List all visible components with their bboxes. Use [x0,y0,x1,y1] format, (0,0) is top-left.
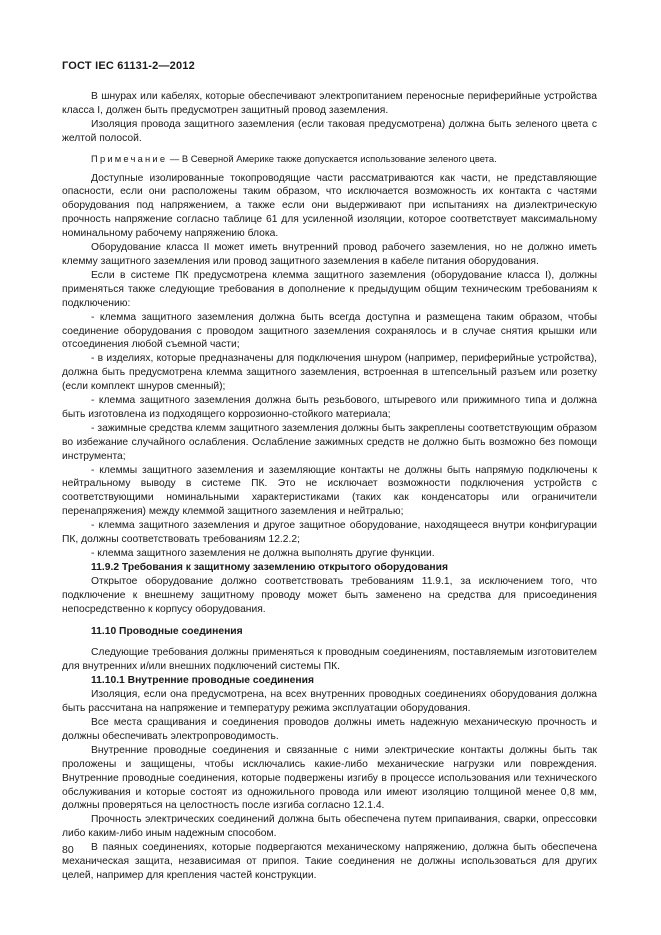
paragraph: Следующие требования должны применяться к проводным соединениям, поставляемым изготовителем для внутренних и/или внешних подключений системы ПК. [62,647,597,673]
paragraph: Изоляция, если она предусмотрена, на всех внутренних проводных соединениях оборудования должна быть рассчитана на напряжение и температуру режима эксплуатации оборудования. [62,689,597,715]
paragraph: Открытое оборудование должно соответствовать требованиям 11.9.1, за исключением того, что подключение к внешнему защитному проводу может быть заменено на средства для присоединения непосредственно к корпусу оборудования. [62,575,597,615]
note-text: — В Северной Америке также допускается использование зеленого цвета. [167,152,497,164]
list-item: - в изделиях, которые предназначены для подключения шнуром (например, периферийные устройства), должна быть предусмотрена клемма защитного заземления, встроенная в штепсельный разъем или розетку (если комплект шнуров сменный); [62,353,597,393]
paragraph: В шнурах или кабелях, которые обеспечивают электропитанием переносные периферийные устройства класса I, должен быть предусмотрен защитный провод заземления. [62,91,597,116]
section-heading-11-9-2: 11.9.2 Требования к защитному заземлению открытого оборудования [91,561,448,573]
paragraph: Все места сращивания и соединения проводов должны иметь надежную механическую прочность и должны обеспечивать электропроводимость. [62,716,597,742]
list-item: - зажимные средства клемм защитного заземления должны быть закреплены соответствующим образом во избежание случайного ослабления. Ослабление зажимных средств не должно быть возможно без помощи инструмента; [62,422,597,462]
paragraph: В паяных соединениях, которые подвергаются механическому напряжению, должна быть обеспечена механическая защита, независимая от припоя. Такие соединения не должны использоваться для других целей, например для крепления частей конструкции. [62,842,597,881]
note [62,152,597,166]
list-item: - клеммы защитного заземления и заземляющие контакты не должны быть напрямую подключены к нейтральному выводу в системе ПК. Это не исключает возможности подключения устройств с соответствующими номинальными характеристиками (таких как конденсаторы или ограничители перенапряжения) между клеммой защитного заземления и нейтралью; [62,464,597,518]
document-header: ГОСТ IEC 61131-2—2012 [62,60,195,72]
note-label: Примечание [91,152,168,164]
page-body [62,90,597,883]
section-heading-11-10-1: 11.10.1 Внутренние проводные соединения [91,675,314,687]
paragraph: Оборудование класса II может иметь внутренний провод рабочего заземления, но не должно иметь клемму защитного заземления или провод защитного заземления в кабеле питания оборудования. [62,242,597,267]
page-number: 80 [62,844,74,856]
paragraph: Внутренние проводные соединения и связанные с ними электрические контакты должны быть так проложены и защищены, чтобы исключались какие-либо механические нагрузки или повреждения. Внутренние проводные соединения, которые подвержены изгибу в процессе использования или технического обслуживания и которые состоят из одножильного провода или имеют изоляцию толщиной менее 0,8 мм, должны проверяться на целостность после изгиба согласно 12.1.4. [62,744,597,812]
section-heading-11-10: 11.10 Проводные соединения [91,625,243,637]
list-item: - клемма защитного заземления не должна выполнять другие функции. [91,548,435,559]
paragraph: Изоляция провода защитного заземления (если таковая предусмотрена) должна быть зеленого цвета с желтой полосой. [62,118,597,144]
paragraph: Прочность электрических соединений должна быть обеспечена путем припаивания, сварки, опрессовки либо каким-либо иным надежным способом. [62,814,597,840]
paragraph: Если в системе ПК предусмотрена клемма защитного заземления (оборудование класса I), должны применяться также следующие требования в дополнение к предыдущим общим техническим требованиям к подключению: [62,269,597,309]
list-item: - клемма защитного заземления и другое защитное оборудование, находящееся внутри конфигурации ПК, должны соответствовать требованиям 12.2.2; [62,520,597,546]
list-item: - клемма защитного заземления должна быть всегда доступна и размещена таким образом, чтобы соединение оборудования с проводом защитного заземления сохранялось и в случае снятия крышки или отсоединения любой съемной части; [62,311,597,351]
list-item: - клемма защитного заземления должна быть резьбового, штыревого или прижимного типа и должна быть изготовлена из подходящего коррозионно-стойкого материала; [62,395,597,420]
paragraph: Доступные изолированные токопроводящие части рассматриваются как части, не представляющие опасности, если они расположены таким образом, что исключается возможность их контакта с частями оборудования под напряжением, а также если они выдерживают при испытаниях на диэлектрическую прочность напряжение согласно таблице 61 для усиленной изоляции, которое соответствует максимальному номинальному рабочему напряжению блока. [62,172,597,240]
